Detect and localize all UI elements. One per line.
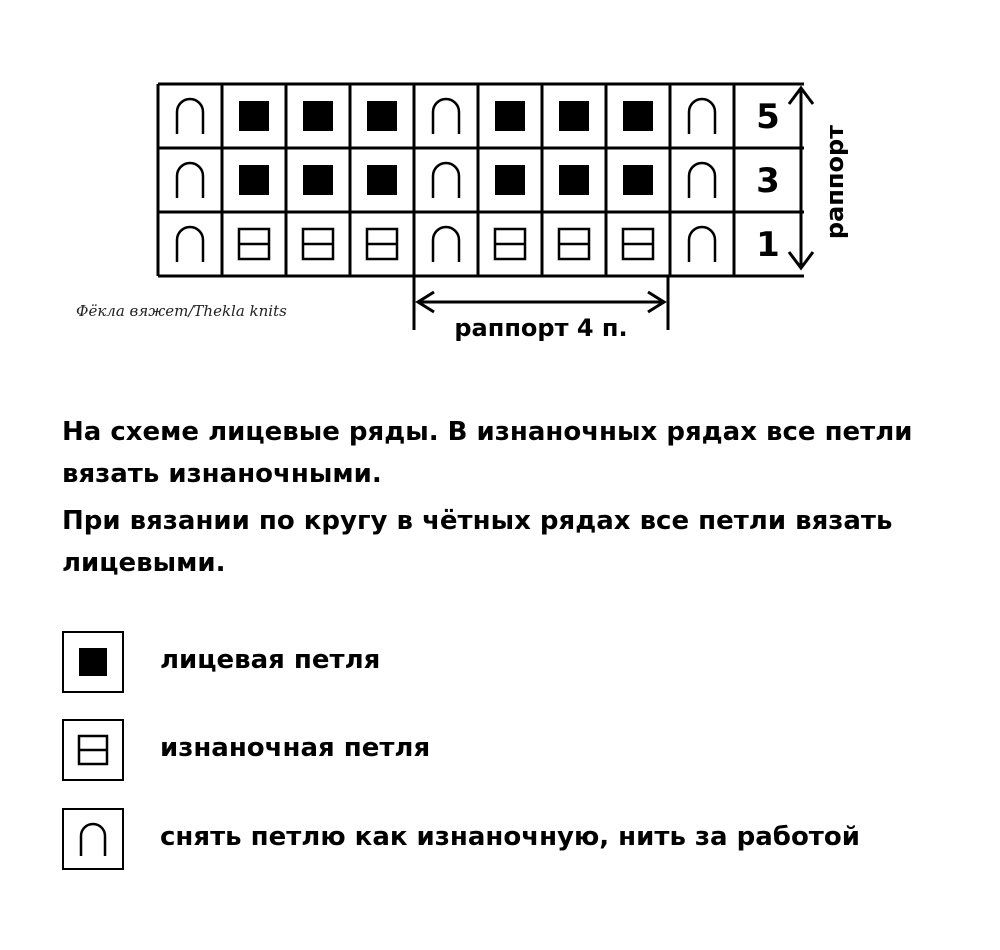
vertical-repeat-arrow — [789, 88, 813, 268]
chart-cell-slip — [689, 99, 715, 134]
legend-label: лицевая петля — [160, 645, 381, 675]
chart-cell-knit — [495, 165, 525, 195]
vertical-repeat-label: раппорт — [821, 124, 849, 240]
watermark: Фёкла вяжет/Thekla knits — [76, 302, 287, 320]
row-numbers — [756, 97, 780, 265]
chart-cell-slip — [689, 227, 715, 262]
chart-cell-knit — [367, 101, 397, 131]
chart-cell-slip — [433, 163, 459, 198]
chart-cell-knit — [303, 165, 333, 195]
chart-cell-knit — [623, 101, 653, 131]
chart-cell-knit — [623, 165, 653, 195]
chart-cell-knit — [559, 165, 589, 195]
chart-cell-purl — [239, 229, 269, 259]
chart-cell-knit — [495, 101, 525, 131]
chart-cell-slip — [177, 99, 203, 134]
chart-cell-slip — [177, 227, 203, 262]
row-number: 5 — [756, 97, 780, 137]
legend-label: снять петлю как изнаночную, нить за работой — [160, 822, 860, 852]
chart-cell-knit — [367, 165, 397, 195]
legend-item-slip — [62, 808, 962, 874]
chart-cells — [177, 99, 715, 262]
filled-square-icon — [62, 631, 124, 693]
legend-label: изнаночная петля — [160, 733, 431, 763]
arch-icon — [62, 808, 124, 870]
chart-cell-purl — [559, 229, 589, 259]
divided-square-icon — [62, 719, 124, 781]
row-number: 1 — [756, 225, 780, 265]
chart-cell-slip — [177, 163, 203, 198]
chart-cell-knit — [239, 165, 269, 195]
chart-cell-purl — [623, 229, 653, 259]
legend-item-knit — [62, 631, 962, 697]
horizontal-repeat-label: раппорт 4 п. — [454, 314, 628, 342]
chart-cell-knit — [559, 101, 589, 131]
chart-cell-purl — [303, 229, 333, 259]
legend-item-purl — [62, 719, 962, 785]
knitting-chart — [0, 0, 1000, 360]
chart-cell-slip — [689, 163, 715, 198]
row-number: 3 — [756, 161, 780, 201]
chart-cell-slip — [433, 99, 459, 134]
chart-cell-purl — [367, 229, 397, 259]
chart-cell-slip — [433, 227, 459, 262]
note-text: На схеме лицевые ряды. В изнаночных рядах все петли вязать изнаночными. — [62, 417, 913, 489]
chart-cell-knit — [239, 101, 269, 131]
chart-cell-purl — [495, 229, 525, 259]
chart-cell-knit — [303, 101, 333, 131]
note-text: При вязании по кругу в чётных рядах все петли вязать лицевыми. — [62, 506, 893, 578]
